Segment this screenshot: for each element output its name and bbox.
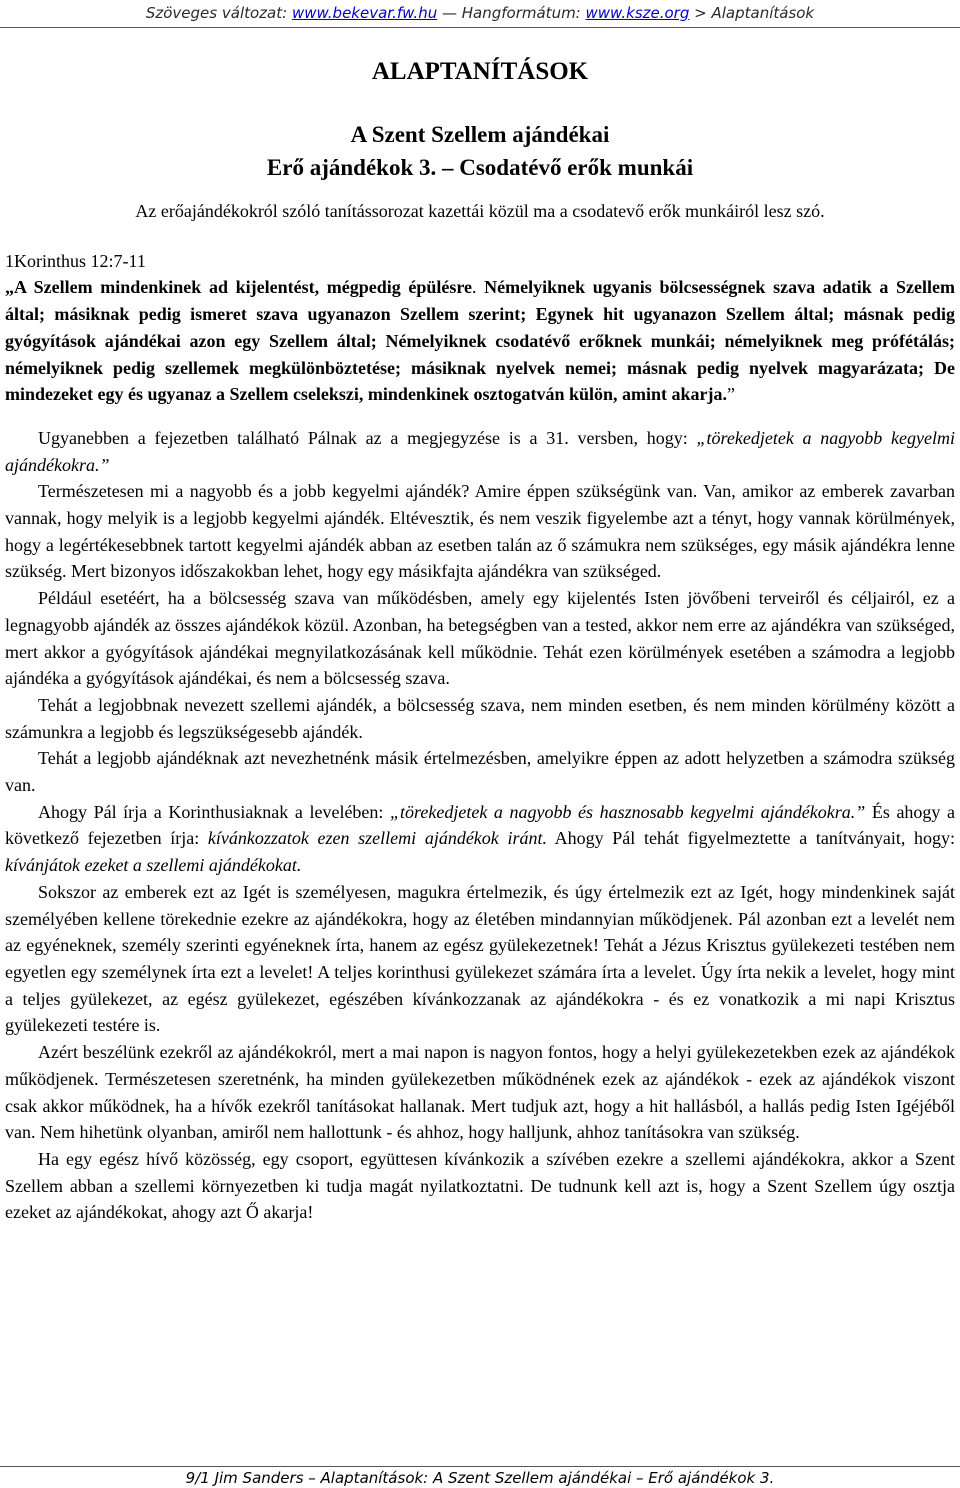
paragraph-7: Sokszor az emberek ezt az Igét is személyesen, magukra értelmezik, és úgy értelmezik ezt az Igét, hogy mindenkinek saját személyében kellene törekednie ezekre az ajándékokra, hogy az életében mindannyian működjenek. Pál azonban ezt a levelét nem az egyéneknek, személy szerinti egyéneknek írta, hanem az egész gyülekezetnek! Tehát a Jézus Krisztus gyülekezeti testében nem egyetlen egy személynek írta ezt a levelet! A teljes korinthusi gyülekezet számára írta a levelet. Úgy írta nekik a levelet, hogy mint a teljes gyülekezet, az egész gyülekezet, egészében kívánkozzanak az ajándékokra - és ez vonatkozik a mi napi Krisztus gyülekezeti testére is.	[5, 881, 955, 1036]
paragraph-6-italic-f: kívánjátok ezeket a szellemi ajándékokat.	[5, 855, 302, 876]
paragraph-6-text-e: Ahogy Pál tehát figyelmeztette a tanítványait, hogy:	[546, 828, 955, 849]
paragraph-1-italic: „törekedjetek a nagyobb kegyelmi ajándékokra.”	[5, 427, 955, 475]
footer-divider	[0, 1466, 960, 1467]
paragraph-5: Tehát a legjobb ajándéknak azt nevezhetnénk másik értelmezésben, amelyikre éppen az adott helyzetben a számodra szükség van.	[5, 748, 955, 796]
quote-open: „A Szellem mindenkinek ad kijelentést, mégpedig épülésre	[5, 277, 472, 298]
paragraph-6-text-c: És ahogy a következő fejezetben írja:	[5, 801, 956, 849]
header-divider	[0, 27, 960, 28]
paragraph-6	[5, 799, 955, 879]
quote-close: ”	[727, 384, 735, 405]
spacer	[5, 408, 955, 425]
paragraph-6-text-a: Ahogy Pál írja a Korinthusiaknak a levelében:	[38, 801, 391, 822]
quote-body: Némelyiknek ugyanis bölcsességnek szava adatik a Szellem által; másiknak pedig ismeret szava ugyanazon Szellem szerint; Egynek hit ugyanazon Szellem által; másnak pedig gyógyítások ajándékai azon egy Szellem által; Némelyiknek csodatévő erőknek munkái; némelyiknek meg prófétálás; némelyiknek pedig szellemek megkülönböztetése; másiknak nyelvek nemei; másnak pedig nyelvek magyarázata; De mindezeket egy és ugyanaz a Szellem cselekszi, mindenkinek osztogatván külön, amint akarja.	[5, 277, 955, 405]
paragraph-3: Például esetéért, ha a bölcsesség szava van működésben, amely egy kijelentés Isten jövőbeni terveiről és céljairól, ez a legnagyobb ajándék az összes ajándékok közül. Azonban, ha betegségben van a tested, akkor nem erre az ajándékra van szükséged, mert akkor a gyógyítások ajándékai megnyilatkozásának kell működnie. Tehát ezen körülmények esetében a számodra a legjobb ajándéka a gyógyítások ajándékai, és nem a bölcsesség szava.	[5, 588, 955, 689]
document-body	[5, 56, 955, 1226]
intro-paragraph: Az erőajándékokról szóló tanítássorozat kazettái közül ma a csodatevő erők munkáiról lesz szó.	[135, 201, 825, 221]
scripture-reference: 1Korinthus 12:7-11	[5, 250, 146, 271]
quote-dot: .	[472, 277, 477, 298]
document-title: ALAPTANÍTÁSOK	[371, 58, 589, 85]
paragraph-6-italic-b: „törekedjetek a nagyobb és hasznosabb kegyelmi ajándékokra.”	[390, 801, 866, 822]
header-suffix: > Alaptanítások	[689, 4, 815, 22]
paragraph-1-text: Ugyanebben a fejezetben található Pálnak az a megjegyzése is a 31. versben, hogy:	[38, 427, 697, 448]
header-prefix: Szöveges változat:	[145, 4, 292, 22]
header-link-ksze[interactable]: www.ksze.org	[585, 4, 690, 22]
paragraph-2: Természetesen mi a nagyobb és a jobb kegyelmi ajándék? Amire éppen szükségünk van. Van, amikor az emberek zavarban vannak, hogy melyik is a legjobb kegyelmi ajándék. Eltévesztik, és nem veszik figyelembe azt a tényt, hogy vannak körülmények, hogy a legértékesebbnek tartott kegyelmi ajándék abban az esetben talán az ő számukra nem szükséges, egy másik ajándékra lenne szükség. Mert bizonyos időszakokban lehet, hogy egy másikfajta ajándékra van szükséged.	[5, 481, 955, 582]
paragraph-6-italic-d: kívánkozzatok ezen szellemi ajándékok iránt.	[207, 828, 547, 849]
page-footer: 9/1 Jim Sanders – Alaptanítások: A Szent Szellem ajándékai – Erő ajándékok 3.	[185, 1469, 775, 1487]
header-link-bekevar[interactable]: www.bekevar.fw.hu	[291, 4, 438, 22]
paragraph-1	[5, 425, 955, 478]
paragraph-8: Azért beszélünk ezekről az ajándékokról, mert a mai napon is nagyon fontos, hogy a helyi gyülekezetekben ezek az ajándékok működjenek. Természetesen szeretnénk, ha minden gyülekezetben működnének ezek az ajándékok - ezek az ajándékok viszont csak akkor működnek, ha a hívők ezekről tanításokat hallanak. Mert tudjuk azt, hogy a hit hallásból, a hallás pedig Isten Igéjéből van. Nem hihetünk olyanban, amiről nem hallottunk - és ahhoz, hogy halljunk, ahhoz tanításokra van szükség.	[5, 1042, 955, 1143]
paragraph-9: Ha egy egész hívő közösség, egy csoport, együttesen kívánkozik a szívében ezekre a szellemi ajándékokra, akkor a Szent Szellem abban a szellemi környezetben ki tudja magát nyilatkoztatni. De tudnunk kell azt is, hogy a Szent Szellem úgy osztja ezeket az ajándékokat, ahogy azt Ő akarja!	[5, 1148, 955, 1223]
paragraph-4: Tehát a legjobbnak nevezett szellemi ajándék, a bölcsesség szava, nem minden esetben, és nem minden körülmény között a számunkra a legjobb és legszükségesebb ajándék.	[5, 694, 955, 742]
scripture-quote	[5, 274, 955, 408]
header-mid: — Hangformátum:	[437, 4, 586, 22]
document-subtitle-2: Erő ajándékok 3. – Csodatévő erők munkái	[266, 155, 694, 180]
document-subtitle-1: A Szent Szellem ajándékai	[350, 122, 610, 147]
page-header	[0, 3, 960, 23]
